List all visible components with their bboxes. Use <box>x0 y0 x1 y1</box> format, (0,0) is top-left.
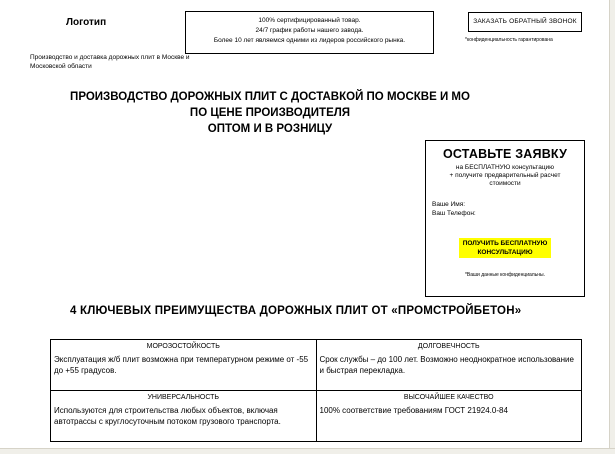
request-form <box>425 140 585 297</box>
headline-line: ПРОИЗВОДСТВО ДОРОЖНЫХ ПЛИТ С ДОСТАВКОЙ ПО МОСКВЕ И МО <box>70 91 470 103</box>
usp-line: 24/7 график работы нашего завода. <box>255 27 364 34</box>
headline-line: ОПТОМ И В РОЗНИЦУ <box>207 123 333 135</box>
form-title: ОСТАВЬТЕ ЗАЯВКУ <box>442 147 568 161</box>
advantage-text: Используются для строительства любых объектов, включая автотрассы с круглосуточным потоком грузового транспорта. <box>54 406 281 426</box>
advantage-text: Срок службы – до 100 лет. Возможно неоднократное использование и быстрая перекладка. <box>319 355 574 375</box>
advantage-title: МОРОЗОСТОЙКОСТЬ <box>146 343 220 350</box>
advantage-text: Эксплуатация ж/б плит возможна при температурном режиме от -55 до +55 градусов. <box>54 355 309 375</box>
advantage-text: 100% соответствие требованиям ГОСТ 21924.0-84 <box>319 406 508 415</box>
name-field[interactable]: Ваше Имя: <box>432 201 466 208</box>
advantage-title: ВЫСОЧАЙШЕЕ КАЧЕСТВО <box>403 394 494 401</box>
phone-field[interactable]: Ваш Телефон: <box>432 210 476 217</box>
advantage-title: ДОЛГОВЕЧНОСТЬ <box>417 343 480 350</box>
window-frame-right <box>609 0 615 454</box>
advantage-cell <box>316 340 582 391</box>
advantages-title: 4 КЛЮЧЕВЫХ ПРЕИМУЩЕСТВА ДОРОЖНЫХ ПЛИТ ОТ «ПРОМСТРОЙБЕТОН» <box>70 305 522 317</box>
get-consultation-button[interactable]: ПОЛУЧИТЬ БЕСПЛАТНУЮ КОНСУЛЬТАЦИЮ <box>459 238 551 258</box>
page-headline <box>60 89 480 137</box>
callback-note: *конфиденциальность гарантирована <box>465 37 553 43</box>
advantage-cell <box>316 391 582 442</box>
usp-line: 100% сертифицированный товар. <box>258 17 361 24</box>
advantage-cell <box>51 391 317 442</box>
form-subtitle <box>426 164 584 188</box>
form-subtitle-line: на БЕСПЛАТНУЮ консультацию <box>455 164 555 171</box>
usp-line: Более 10 лет являемся одними из лидеров российского рынка. <box>213 37 406 44</box>
privacy-note: *Ваши данные конфиденциальны. <box>464 272 546 278</box>
logo[interactable]: Логотип <box>66 17 107 28</box>
headline-line: ПО ЦЕНЕ ПРОИЗВОДИТЕЛЯ <box>189 107 351 119</box>
table-row <box>51 340 582 391</box>
callback-button[interactable]: ЗАКАЗАТЬ ОБРАТНЫЙ ЗВОНОК <box>468 12 582 32</box>
advantages-table <box>50 339 582 442</box>
form-subtitle-line: + получите предварительный расчет стоимости <box>449 172 561 187</box>
advantage-title: УНИВЕРСАЛЬНОСТЬ <box>147 394 220 401</box>
tagline: Производство и доставка дорожных плит в Москве и Московской области <box>30 54 190 70</box>
usp-box <box>185 11 434 54</box>
advantage-cell <box>51 340 317 391</box>
table-row <box>51 391 582 442</box>
window-frame-bottom <box>0 448 615 454</box>
